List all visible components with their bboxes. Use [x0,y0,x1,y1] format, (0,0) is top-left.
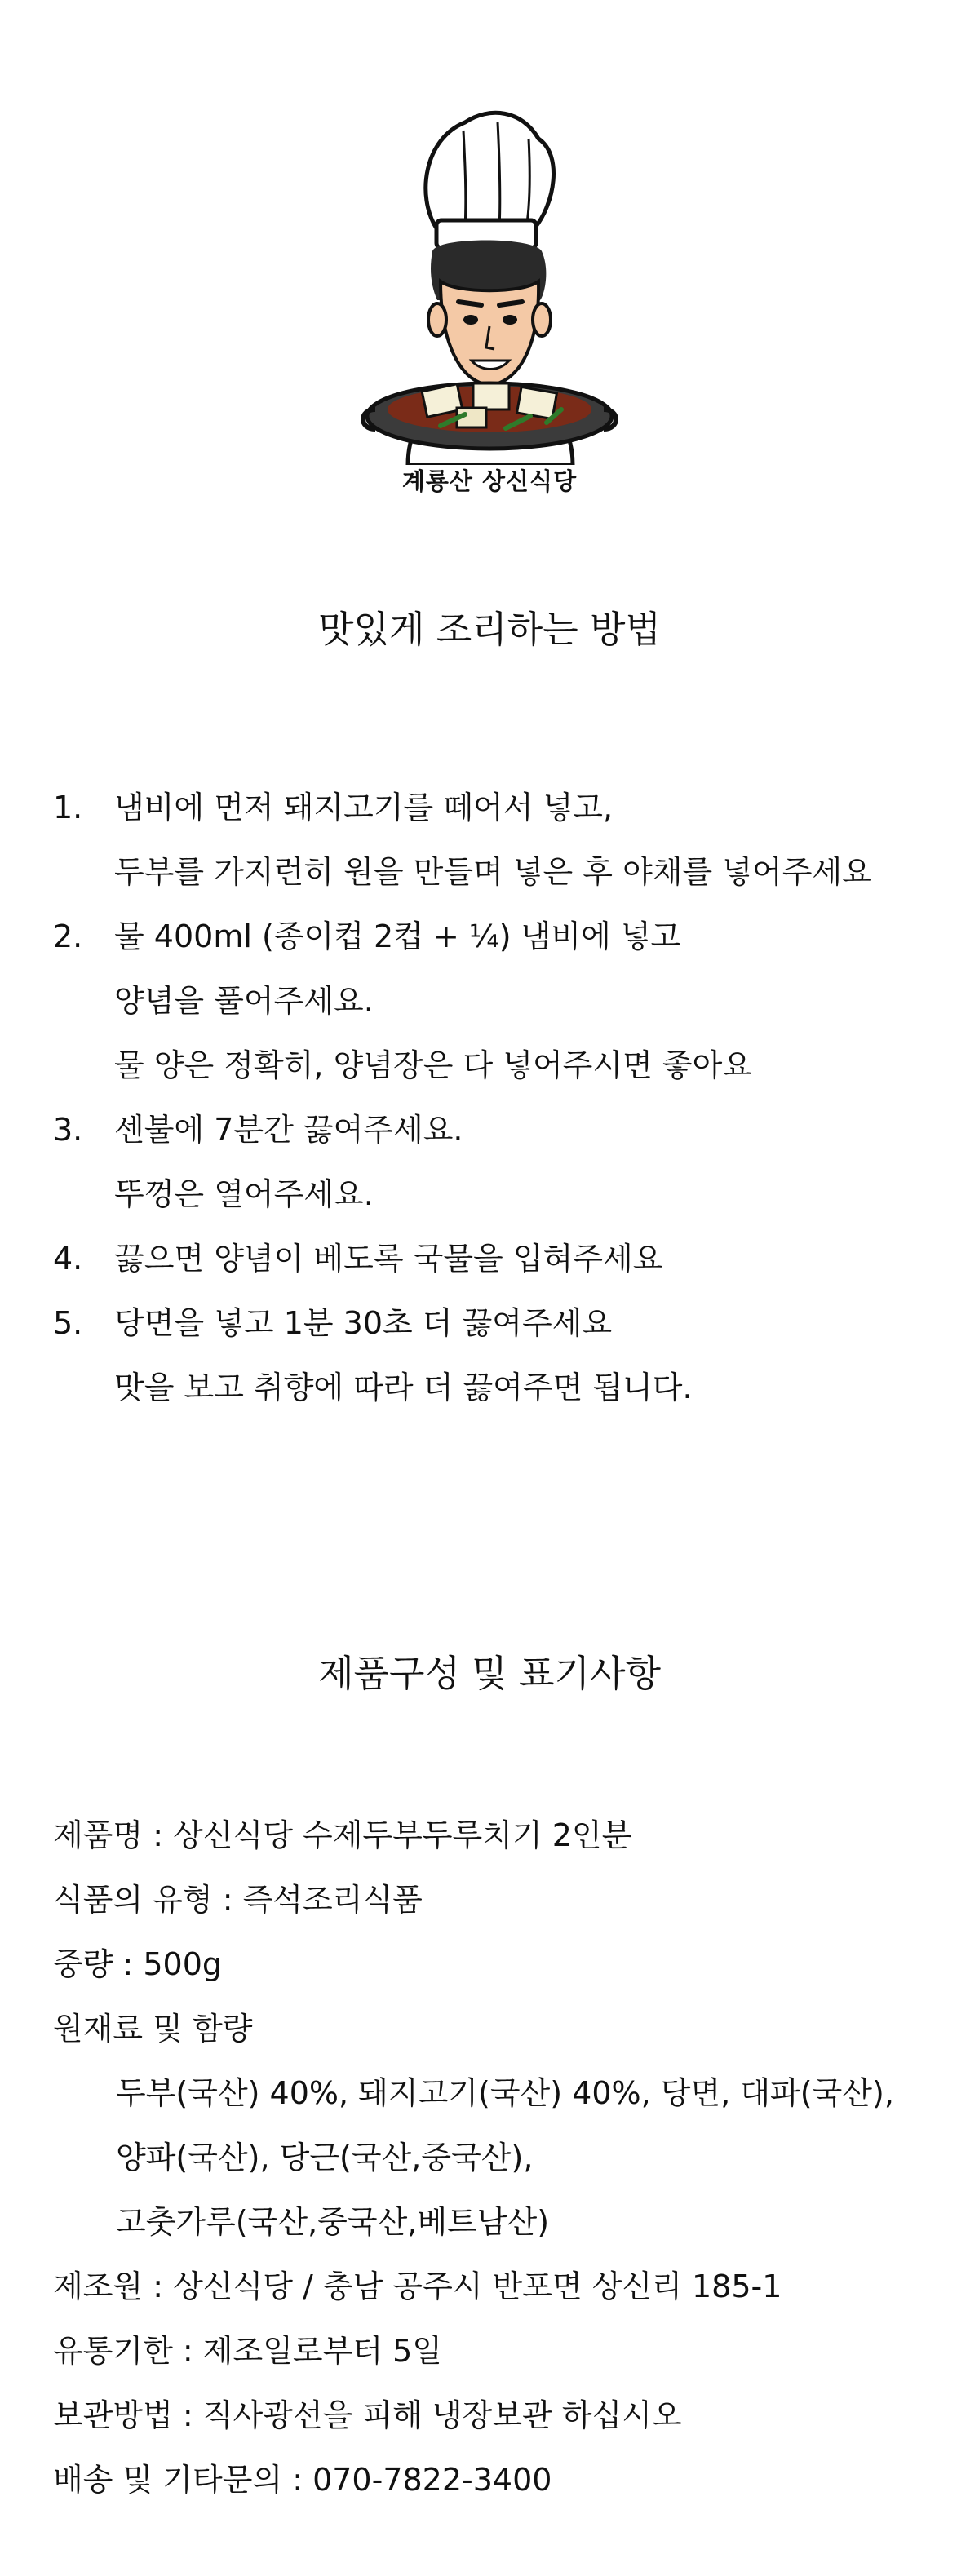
product-info-row: 두부(국산) 40%, 돼지고기(국산) 40%, 당면, 대파(국산), [116,2075,894,2111]
step-text-line: 뚜껑은 열어주세요. [114,1176,374,1212]
step-number: 5. [53,1305,83,1341]
product-info-row: 양파(국산), 당근(국산,중국산), [116,2140,534,2175]
step-text-line: 당면을 넣고 1분 30초 더 끓여주세요 [114,1305,613,1341]
recipe-step [53,1234,967,1299]
step-text-line: 센불에 7분간 끓여주세요. [114,1112,463,1148]
product-info-list [53,1811,967,2520]
product-info-row: 중량 : 500g [53,1946,223,1982]
recipe-step [53,912,967,1105]
step-text-line: 맛을 보고 취향에 따라 더 끓여주면 됩니다. [114,1370,693,1405]
product-info-row: 식품의 유형 : 즉석조리식품 [53,1882,423,1918]
product-info-row: 고춧가루(국산,중국산,베트남산) [116,2204,550,2240]
product-info-title: 제품구성 및 표기사항 [318,1652,661,1695]
step-text-line: 물 400ml (종이컵 2컵 + ¼) 냄비에 넣고 [114,918,681,954]
brand-caption: 계룡산 상신식당 [401,467,578,495]
product-info-row: 보관방법 : 직사광선을 피해 냉장보관 하십시오 [53,2397,682,2433]
step-text-line: 냄비에 먼저 돼지고기를 떼어서 넣고, [114,790,614,825]
step-number: 2. [53,918,83,954]
step-number: 3. [53,1112,83,1148]
recipe-title: 맛있게 조리하는 방법 [318,608,661,651]
step-text-line: 양념을 풀어주세요. [114,983,374,1019]
chef-mascot-logo [359,106,620,481]
recipe-step [53,1299,967,1427]
step-text-line: 두부를 가지런히 원을 만들며 넣은 후 야채를 넣어주세요 [114,854,872,890]
chef-illustration [359,106,620,465]
recipe-step [53,1105,967,1234]
product-info-row: 제조원 : 상신식당 / 충남 공주시 반포면 상신리 185-1 [53,2268,782,2304]
product-info-row: 배송 및 기타문의 : 070-7822-3400 [53,2462,552,2498]
product-info-row: 원재료 및 함량 [53,2011,253,2047]
product-info-row: 제품명 : 상신식당 수제두부두루치기 2인분 [53,1817,632,1853]
recipe-step [53,783,967,912]
step-text-line: 끓으면 양념이 베도록 국물을 입혀주세요 [114,1241,663,1277]
product-info-row: 유통기한 : 제조일로부터 5일 [53,2333,443,2369]
step-text-line: 물 양은 정확히, 양념장은 다 넣어주시면 좋아요 [114,1047,753,1083]
step-number: 4. [53,1241,83,1277]
recipe-steps [53,783,967,1427]
step-number: 1. [53,790,83,825]
